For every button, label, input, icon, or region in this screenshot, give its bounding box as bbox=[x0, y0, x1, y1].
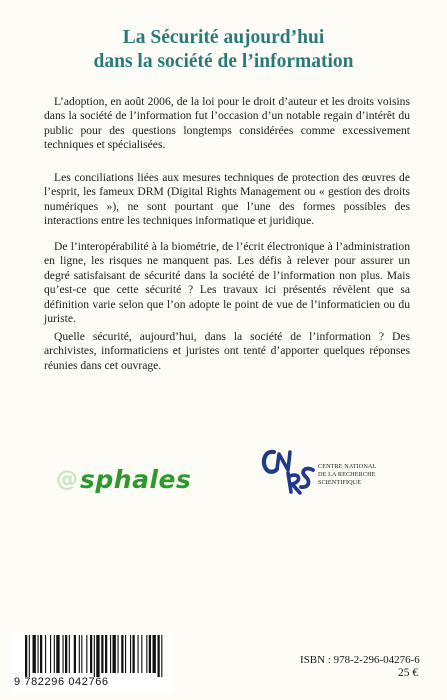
barcode-bar bbox=[79, 635, 80, 673]
summary-paragraph-1: L’adoption, en août 2006, de la loi pour le droit d’auteur et les droits voisins dans la société de l’information fut l’occasion d’un notable regain d’intérêt du public pour des questions longtemps considérées comme excessivement techniques et spécialisées. bbox=[44, 95, 410, 152]
barcode-bar bbox=[125, 635, 126, 673]
barcode-digits: 9 782296 042766 bbox=[14, 676, 109, 688]
asphales-logo bbox=[56, 462, 191, 496]
summary-paragraph-4: Quelle sécurité, aujourd’hui, dans la société de l’information ? Des archivistes, informaticiens et juristes ont tenté d’apporter quelques réponses réunies dans cet ouvrage. bbox=[44, 330, 410, 372]
barcode-bar bbox=[146, 635, 147, 673]
barcode-bar bbox=[149, 635, 151, 673]
isbn-number: ISBN : 978-2-296-04276-6 bbox=[300, 654, 420, 666]
cnrs-emblem-icon bbox=[258, 440, 318, 500]
barcode-bar bbox=[105, 635, 107, 673]
cnrs-line-2: DE LA RECHERCHE bbox=[318, 471, 376, 478]
barcode-bar bbox=[101, 635, 103, 673]
barcode-bar bbox=[94, 635, 95, 677]
barcode-bar bbox=[65, 635, 67, 673]
barcode-bar bbox=[40, 635, 42, 673]
barcode-bar bbox=[158, 635, 160, 677]
barcode-bar bbox=[54, 635, 55, 673]
barcode-bar bbox=[81, 635, 82, 673]
barcode-bar bbox=[153, 635, 156, 673]
barcode-bar bbox=[45, 635, 46, 673]
barcode-bar bbox=[50, 635, 51, 673]
barcode-bar bbox=[138, 635, 139, 673]
barcode-bar bbox=[38, 635, 39, 673]
barcode-bar bbox=[121, 635, 123, 673]
barcode-bar bbox=[133, 635, 135, 673]
barcode-bar bbox=[96, 635, 99, 677]
summary-paragraph-2: Les conciliations liées aux mesures techniques de protection des œuvres de l’esprit, les fameux DRM (Digital Rights Management ou « gestion des droits numériques »), ne sont pourtant que l’une des formes possibles des interactions entre les techniques informatique et juridique. bbox=[44, 171, 410, 228]
barcode-bar bbox=[86, 635, 87, 673]
barcode bbox=[12, 633, 172, 691]
barcode-bar bbox=[113, 635, 116, 673]
barcode-bar bbox=[74, 635, 76, 673]
barcode-bars bbox=[25, 635, 165, 677]
cnrs-line-3: SCIENTIFIQUE bbox=[318, 479, 362, 486]
barcode-bar bbox=[63, 635, 64, 673]
cnrs-logo bbox=[258, 440, 426, 510]
asphales-wordmark: sphales bbox=[80, 464, 192, 494]
barcode-bar bbox=[141, 635, 142, 673]
cnrs-line-1: CENTRE NATIONAL bbox=[318, 463, 377, 470]
barcode-bar bbox=[56, 635, 59, 673]
barcode-bar bbox=[90, 635, 92, 673]
barcode-bar bbox=[69, 635, 70, 673]
cnrs-full-name bbox=[318, 463, 428, 487]
barcode-bar bbox=[110, 635, 111, 673]
title-line-1: La Sécurité aujourd’hui bbox=[122, 27, 325, 48]
barcode-bar bbox=[33, 635, 36, 673]
title-line-2: dans la société de l’information bbox=[93, 51, 354, 72]
barcode-bar bbox=[29, 635, 30, 677]
barcode-bar bbox=[118, 635, 119, 673]
barcode-bar bbox=[130, 635, 131, 673]
barcode-bar bbox=[25, 635, 27, 677]
summary-paragraph-3: De l’interopérabilité à la biométrie, de l’écrit électronique à l’administration en ligne, les risques ne manquent pas. Les défis à relever pour assurer un degré satisfaisant de sécurité dans la société de l’information non plus. Mais qu’est-ce que cette sécurité ? Les travaux ici présentés révèlent que sa définition varie selon que l’on adopte le point de vue de l’informaticien ou du juriste. bbox=[44, 240, 410, 326]
barcode-bar bbox=[161, 635, 162, 677]
book-title bbox=[0, 26, 447, 74]
asphales-at-mark: @ bbox=[56, 466, 78, 492]
price: 25 € bbox=[398, 667, 419, 679]
